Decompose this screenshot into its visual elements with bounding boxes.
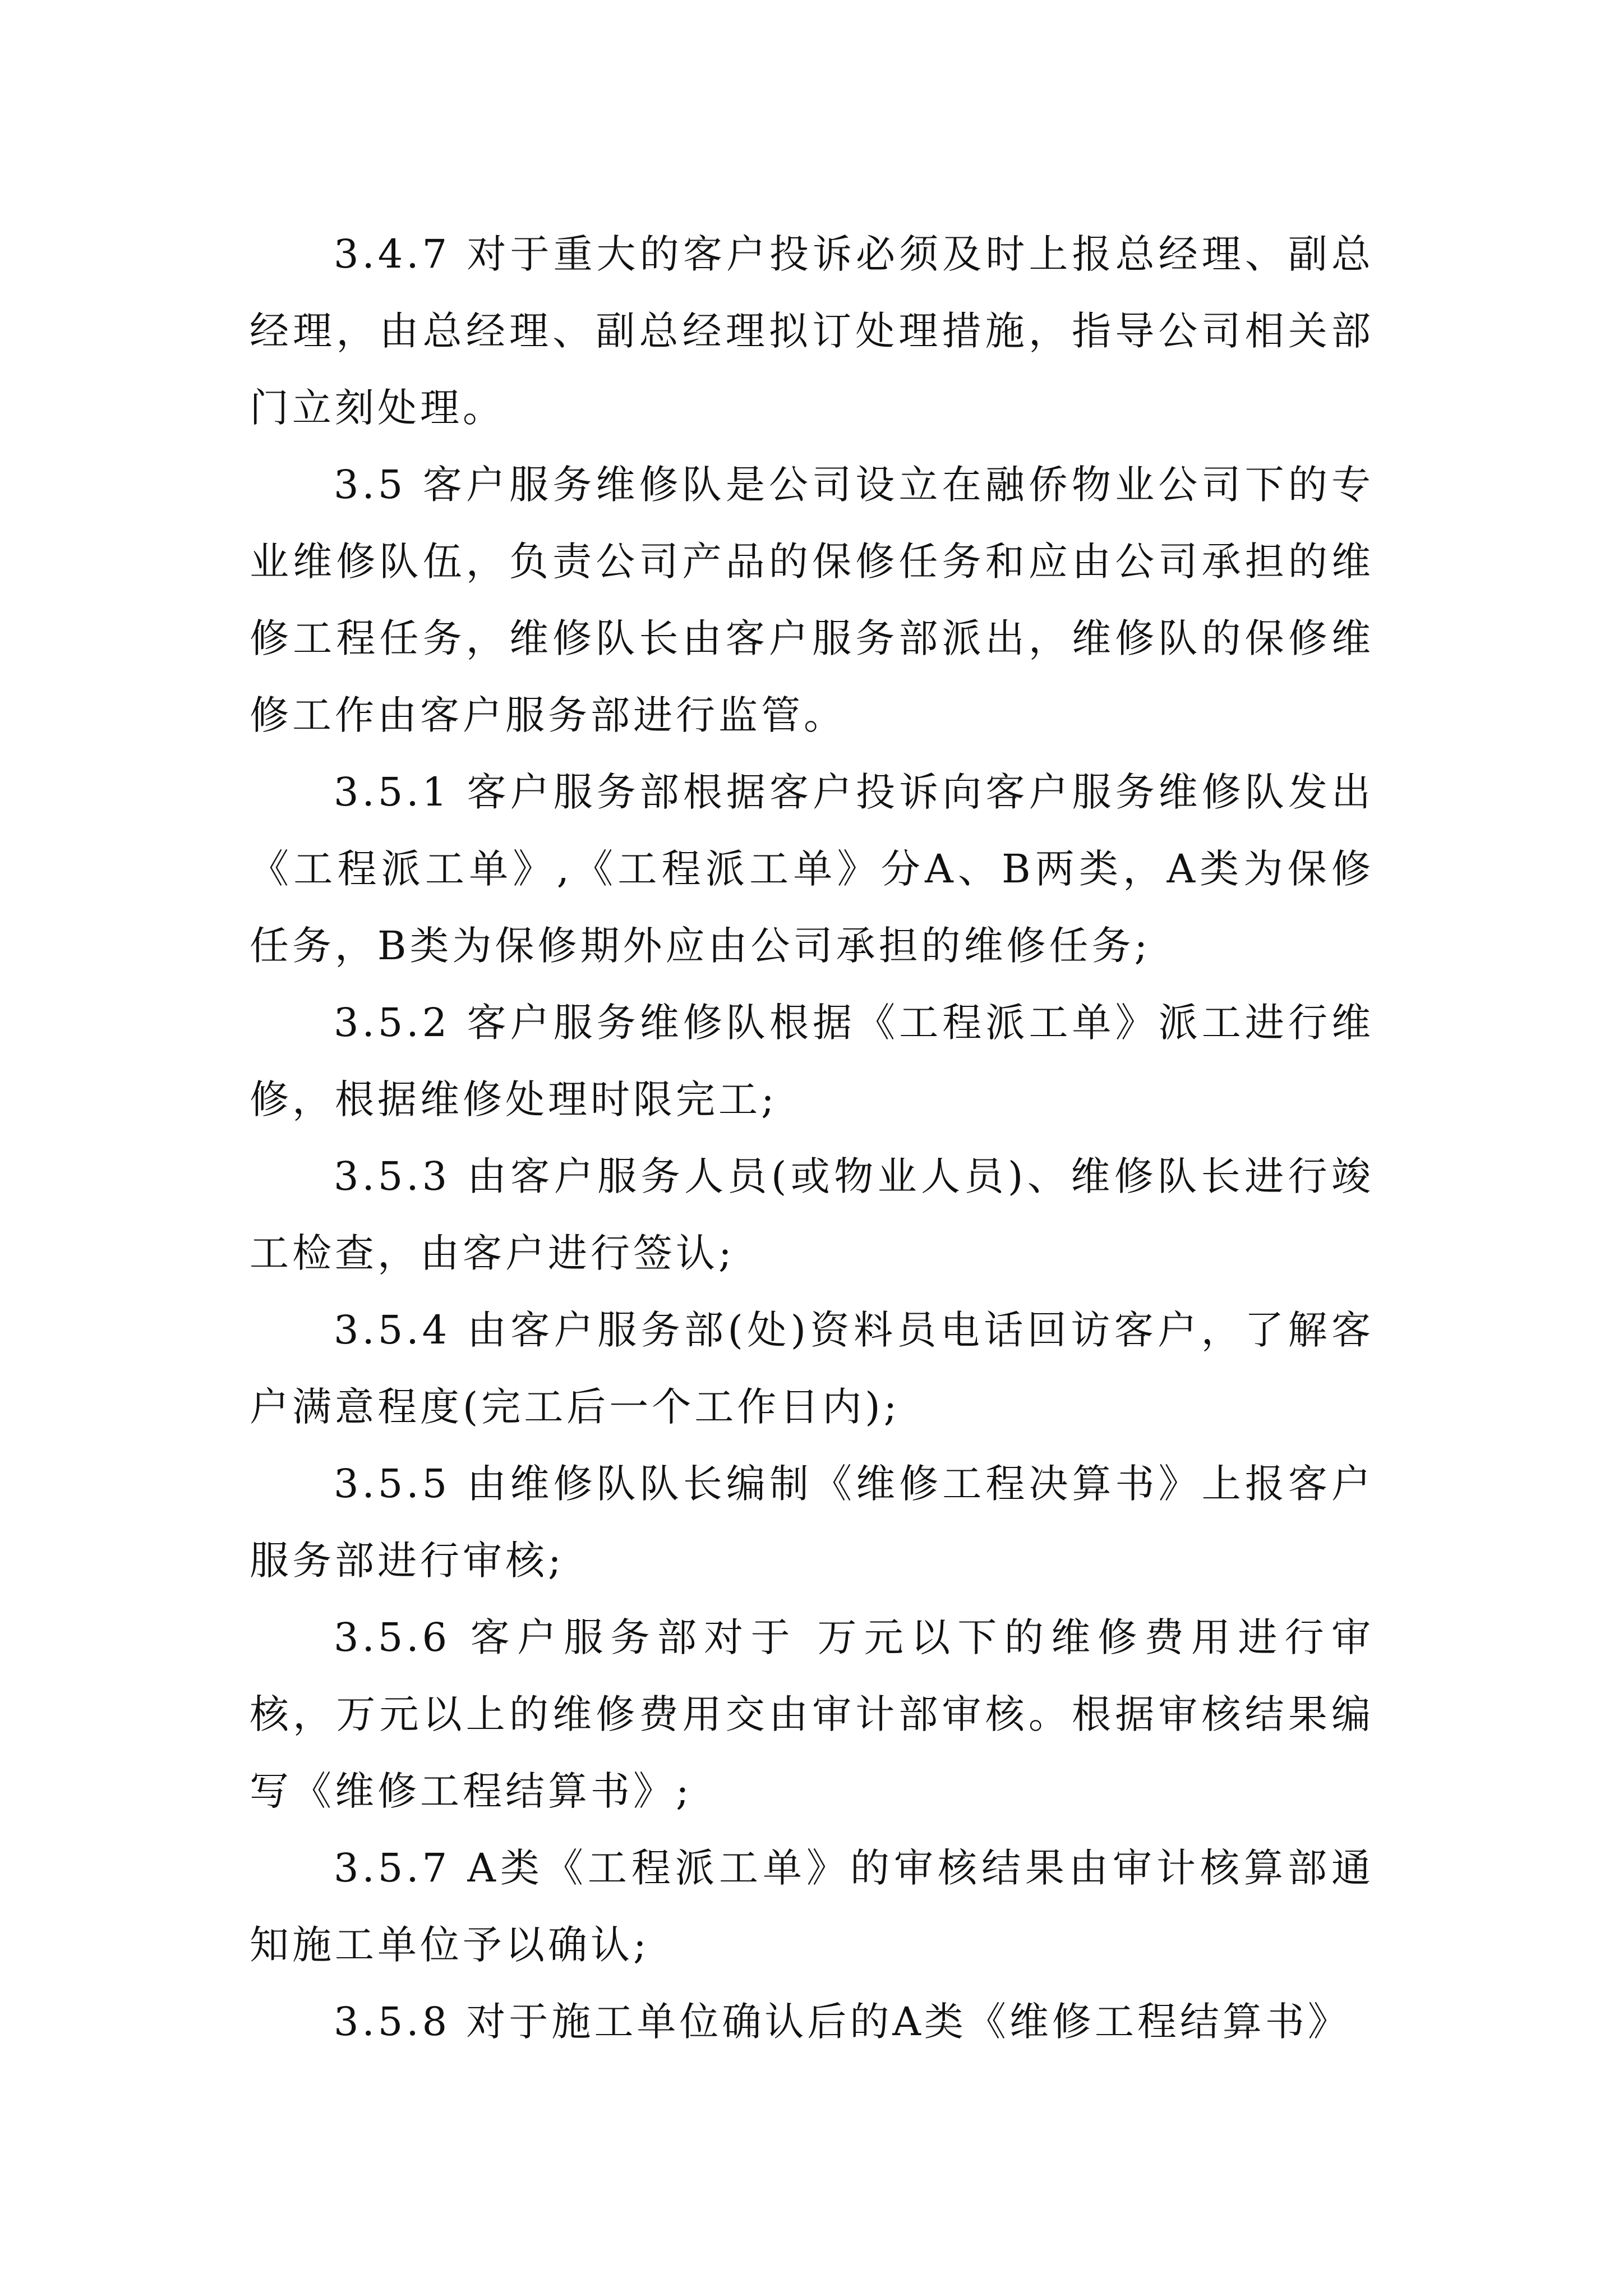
paragraph-3-5-3: 3.5.3 由客户服务人员(或物业人员)、维修队长进行竣工检查，由客户进行签认; [250, 1153, 1374, 1276]
document-body [250, 216, 1374, 2060]
paragraph-3-5-7: 3.5.7 A类《工程派工单》的审核结果由审计核算部通知施工单位予以确认; [250, 1845, 1374, 1968]
paragraph-3-5-5: 3.5.5 由维修队队长编制《维修工程决算书》上报客户服务部进行审核; [250, 1461, 1374, 1584]
paragraph-3-5-8: 3.5.8 对于施工单位确认后的A类《维修工程结算书》 [334, 1999, 1350, 2045]
paragraph-3-5-4: 3.5.4 由客户服务部(处)资料员电话回访客户，了解客户满意程度(完工后一个工作日内); [250, 1307, 1374, 1430]
paragraph-3-5: 3.5 客户服务维修队是公司设立在融侨物业公司下的专业维修队伍，负责公司产品的保修任务和应由公司承担的维修工程任务，维修队长由客户服务部派出，维修队的保修维修工作由客户服务部进行监管。 [250, 462, 1374, 738]
paragraph-3-5-1: 3.5.1 客户服务部根据客户投诉向客户服务维修队发出《工程派工单》,《工程派工单》分A、B两类，A类为保修任务，B类为保修期外应由公司承担的维修任务; [250, 769, 1374, 969]
paragraph-3-4-7: 3.4.7 对于重大的客户投诉必须及时上报总经理、副总经理，由总经理、副总经理拟订处理措施，指导公司相关部门立刻处理。 [250, 231, 1374, 431]
paragraph-3-5-6: 3.5.6 客户服务部对于 万元以下的维修费用进行审核，万元以上的维修费用交由审计部审核。根据审核结果编写《维修工程结算书》; [250, 1614, 1374, 1814]
paragraph-3-5-2: 3.5.2 客户服务维修队根据《工程派工单》派工进行维修，根据维修处理时限完工; [250, 1000, 1374, 1122]
